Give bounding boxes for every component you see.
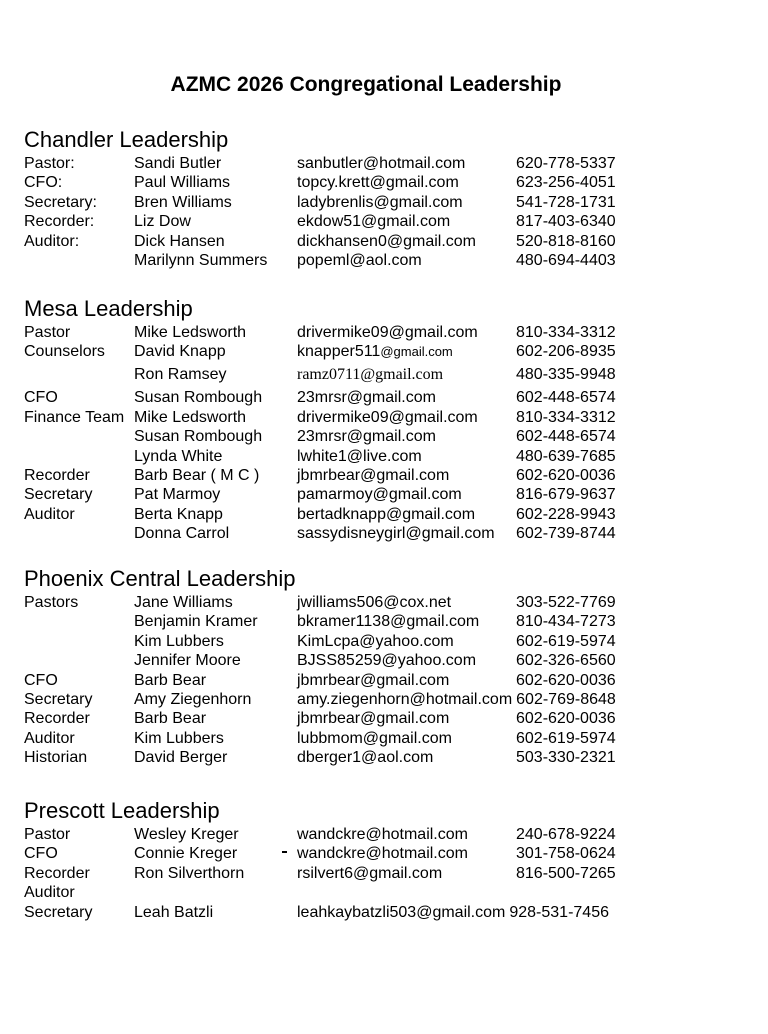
email-user: knapper511	[297, 343, 381, 361]
leader-phone: 480-639-7685	[516, 447, 616, 465]
leader-email: jbmrbear@gmail.com	[297, 710, 450, 728]
role-label: Auditor	[24, 729, 75, 747]
leader-row	[24, 173, 744, 192]
leader-name: Pat Marmoy	[134, 486, 221, 504]
leader-phone: 620-778-5337	[516, 155, 616, 172]
leader-row	[24, 212, 744, 231]
leader-row	[24, 709, 744, 728]
email-phone-pair	[297, 690, 616, 709]
leader-name: Mike Ledsworth	[134, 408, 247, 426]
leader-row	[24, 903, 744, 922]
leader-email: sassydisneygirl@gmail.com	[297, 525, 495, 543]
leader-row	[24, 864, 744, 883]
leader-email: bkramer1138@gmail.com	[297, 613, 480, 631]
role-label: Secretary	[24, 903, 93, 921]
document-title: AZMC 2026 Congregational Leadership	[170, 73, 562, 96]
leader-email: leahkaybatzli503@gmail.com	[297, 903, 506, 921]
section-title-chandler: Chandler Leadership	[24, 127, 229, 152]
leader-name: Connie Kreger	[134, 845, 238, 863]
role-label: Finance Team	[24, 408, 125, 426]
leader-row	[24, 447, 744, 466]
leader-phone: 503-330-2321	[516, 749, 616, 767]
leader-email: rsilvert6@gmail.com	[297, 864, 443, 882]
section-title-phoenix-central: Phoenix Central Leadership	[24, 566, 296, 591]
leader-phone: 602-326-6560	[516, 652, 616, 670]
leader-email: KimLcpa@yahoo.com	[297, 632, 454, 650]
leader-email: dickhansen0@gmail.com	[297, 232, 476, 250]
leader-name: Paul Williams	[134, 174, 231, 192]
leader-email: jbmrbear@gmail.com	[297, 671, 450, 689]
leader-phone: 602-228-9943	[516, 505, 616, 523]
mesa-leadership-list	[24, 323, 744, 544]
leader-name: Leah Batzli	[134, 903, 214, 921]
leader-name: Ron Ramsey	[134, 366, 227, 384]
leader-name: Wesley Kreger	[134, 826, 239, 843]
leader-email: wandckre@hotmail.com	[297, 826, 468, 843]
leader-row	[24, 408, 744, 427]
leader-row	[24, 154, 744, 173]
role-label: Auditor	[24, 505, 75, 523]
role-label: Auditor	[24, 884, 75, 902]
leader-name: Jennifer Moore	[134, 652, 241, 670]
leader-email: 23mrsr@gmail.com	[297, 389, 436, 407]
section-title-mesa: Mesa Leadership	[24, 296, 193, 321]
leader-phone: 602-620-0036	[516, 466, 616, 484]
leader-phone: 602-619-5974	[516, 632, 616, 650]
leader-row	[24, 466, 744, 485]
leader-name: Sandi Butler	[134, 155, 222, 172]
leader-row	[24, 651, 744, 670]
leader-phone: 602-448-6574	[516, 389, 616, 407]
leader-phone: 817-403-6340	[516, 213, 616, 231]
leader-email: ekdow51@gmail.com	[297, 213, 451, 231]
role-label: Recorder	[24, 466, 90, 484]
role-label: CFO	[24, 845, 58, 863]
leader-email: popeml@aol.com	[297, 251, 422, 269]
role-label: Secretary	[24, 690, 93, 708]
leader-email: drivermike09@gmail.com	[297, 324, 478, 341]
leader-phone: 602-739-8744	[516, 525, 616, 543]
leader-email: lwhite1@live.com	[297, 447, 422, 465]
role-label: Pastor:	[24, 155, 75, 172]
leader-row	[24, 427, 744, 446]
leader-email: dberger1@aol.com	[297, 749, 434, 767]
leader-row	[24, 524, 744, 543]
leader-row	[24, 844, 744, 863]
leader-phone: 541-728-1731	[516, 193, 616, 211]
leader-row	[24, 251, 744, 270]
role-label: Recorder	[24, 710, 90, 728]
role-label: Pastor	[24, 826, 71, 843]
leader-phone: 810-334-3312	[516, 324, 616, 341]
leader-email: wandckre@hotmail.com	[297, 845, 468, 863]
leader-row	[24, 632, 744, 651]
leader-name: Barb Bear ( M C )	[134, 466, 260, 484]
chandler-leadership-list	[24, 154, 744, 270]
leader-name: Susan Rombough	[134, 428, 263, 446]
leader-row	[24, 825, 744, 844]
leader-phone: 602-448-6574	[516, 428, 616, 446]
leader-name: Berta Knapp	[134, 505, 223, 523]
leader-name: Susan Rombough	[134, 389, 263, 407]
leader-row	[24, 883, 744, 902]
leader-name: Barb Bear	[134, 671, 207, 689]
leader-name: Jane Williams	[134, 594, 233, 611]
leader-email	[297, 342, 453, 361]
leader-name: David Knapp	[134, 343, 226, 361]
leader-email: amy.ziegenhorn@hotmail.com	[297, 690, 513, 708]
leader-phone: 602-206-8935	[516, 343, 616, 361]
leader-name: Mike Ledsworth	[134, 324, 247, 341]
leader-name: Marilynn Summers	[134, 251, 268, 269]
leader-email: jwilliams506@cox.net	[297, 594, 452, 611]
role-label: Pastors	[24, 594, 79, 611]
role-label: CFO	[24, 389, 58, 407]
leader-phone: 480-335-9948	[516, 366, 616, 384]
leader-phone: 810-334-3312	[516, 408, 616, 426]
leader-row	[24, 748, 744, 767]
leader-email: lubbmom@gmail.com	[297, 729, 452, 747]
leader-row	[24, 612, 744, 631]
leader-row	[24, 729, 744, 748]
leader-email: sanbutler@hotmail.com	[297, 155, 466, 172]
leader-email: ramz0711@gmail.com	[297, 366, 444, 384]
leader-phone: 623-256-4051	[516, 174, 616, 192]
leader-email: 23mrsr@gmail.com	[297, 428, 436, 446]
leader-email: ladybrenlis@gmail.com	[297, 193, 463, 211]
leader-row	[24, 342, 744, 365]
leader-phone: 303-522-7769	[516, 594, 616, 611]
leader-name: Lynda White	[134, 447, 223, 465]
leader-email: drivermike09@gmail.com	[297, 408, 478, 426]
leader-row	[24, 193, 744, 212]
email-domain: @gmail.com	[380, 344, 453, 360]
section-title-prescott: Prescott Leadership	[24, 798, 220, 823]
leader-name: Barb Bear	[134, 710, 207, 728]
leader-row	[24, 365, 744, 388]
leader-name: Amy Ziegenhorn	[134, 690, 252, 708]
leader-email: pamarmoy@gmail.com	[297, 486, 462, 504]
leader-phone: 816-679-9637	[516, 486, 616, 504]
leader-name: Kim Lubbers	[134, 632, 224, 650]
leader-phone: 602-769-8648	[516, 690, 616, 708]
leader-phone: 602-619-5974	[516, 729, 616, 747]
role-label: Secretary:	[24, 193, 97, 211]
leader-phone: 602-620-0036	[516, 710, 616, 728]
leader-phone: 240-678-9224	[516, 826, 616, 843]
leader-phone: 810-434-7273	[516, 613, 616, 631]
leader-phone: 602-620-0036	[516, 671, 616, 689]
role-label: Recorder	[24, 864, 90, 882]
leader-name: Dick Hansen	[134, 232, 225, 250]
phoenix-central-leadership-list	[24, 593, 744, 768]
leader-name: David Berger	[134, 749, 228, 767]
role-label: Recorder:	[24, 213, 95, 231]
leader-row	[24, 671, 744, 690]
leader-row	[24, 593, 744, 612]
leader-name: Kim Lubbers	[134, 729, 224, 747]
role-label: Historian	[24, 749, 88, 767]
prescott-leadership-list	[24, 825, 744, 922]
leader-row	[24, 388, 744, 407]
leader-phone: 480-694-4403	[516, 251, 616, 269]
leader-name: Benjamin Kramer	[134, 613, 258, 631]
leader-row	[24, 323, 744, 342]
leader-name: Ron Silverthorn	[134, 864, 245, 882]
stray-dash-mark	[282, 851, 287, 853]
leader-row	[24, 690, 744, 709]
role-label: CFO:	[24, 174, 63, 192]
leader-row	[24, 505, 744, 524]
leader-email: BJSS85259@yahoo.com	[297, 652, 477, 670]
leader-name: Bren Williams	[134, 193, 232, 211]
leader-phone: 816-500-7265	[516, 864, 616, 882]
email-phone-pair	[297, 903, 609, 922]
leader-email: topcy.krett@gmail.com	[297, 174, 459, 192]
leader-row	[24, 232, 744, 251]
role-label: CFO	[24, 671, 58, 689]
role-label: Pastor	[24, 324, 71, 341]
leader-name: Donna Carrol	[134, 525, 230, 543]
leader-email: jbmrbear@gmail.com	[297, 466, 450, 484]
leader-phone: 301-758-0624	[516, 845, 616, 863]
leader-phone: 928-531-7456	[509, 903, 609, 921]
role-label: Secretary	[24, 486, 93, 504]
leader-email: bertadknapp@gmail.com	[297, 505, 476, 523]
role-label: Auditor:	[24, 232, 80, 250]
leader-row	[24, 485, 744, 504]
leader-phone: 520-818-8160	[516, 232, 616, 250]
leader-name: Liz Dow	[134, 213, 191, 231]
role-label: Counselors	[24, 343, 105, 361]
